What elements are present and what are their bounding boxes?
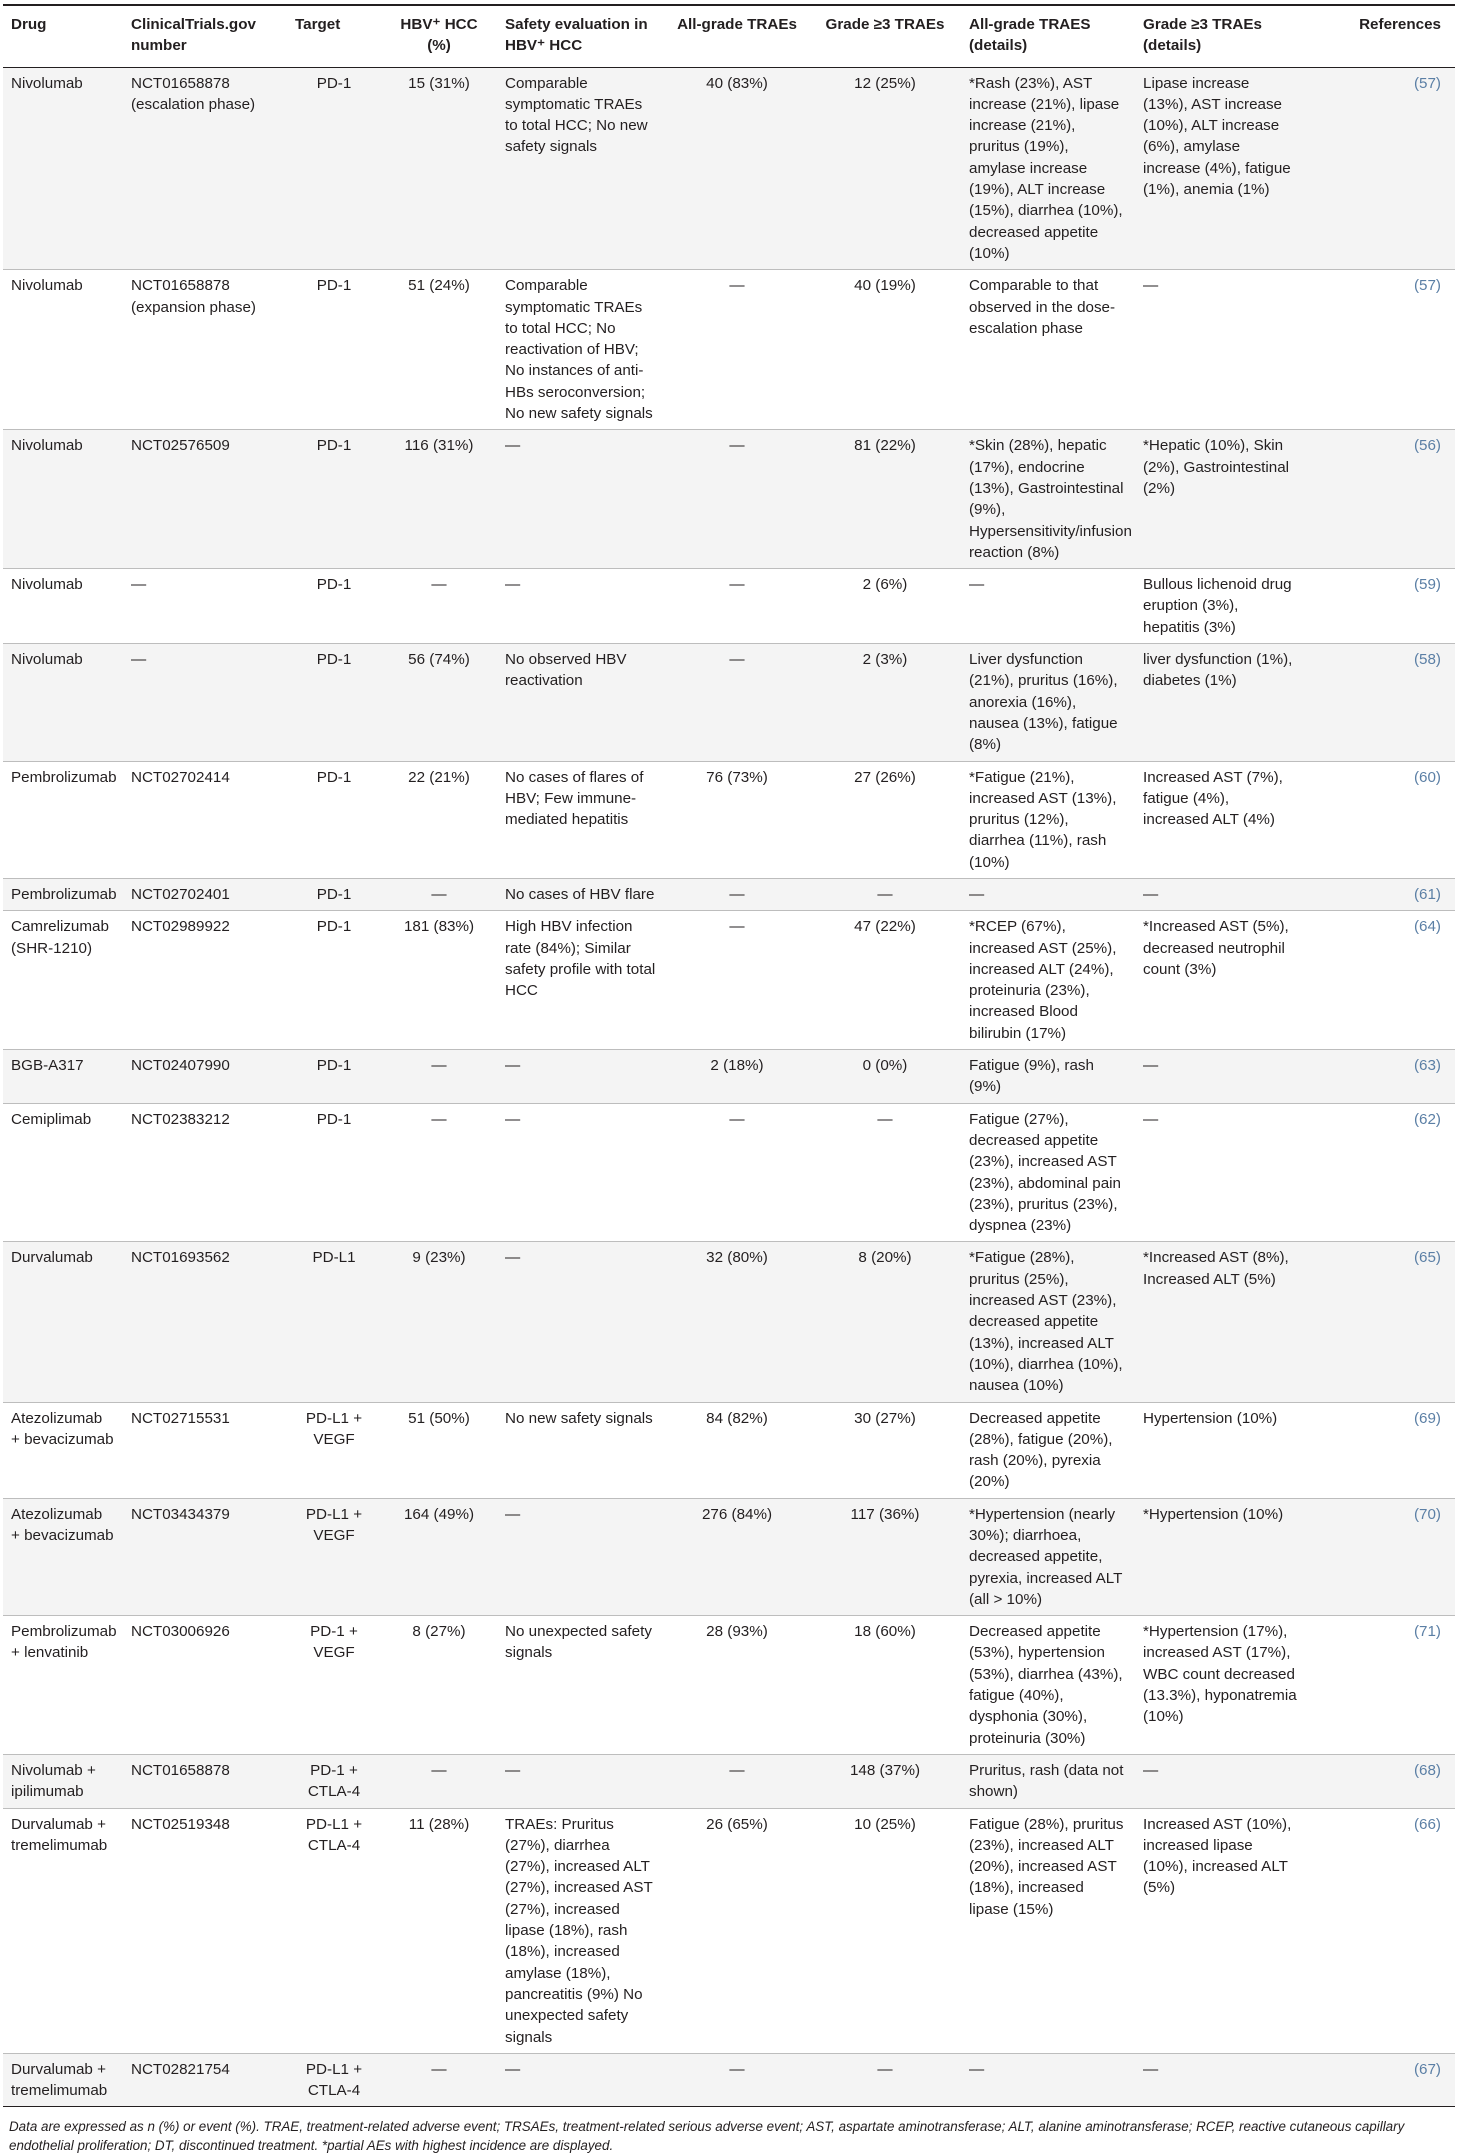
cell-trial-number: NCT02383212 <box>123 1103 287 1242</box>
cell-grade3-details: Increased AST (7%), fatigue (4%), increased ALT (4%) <box>1135 761 1305 878</box>
cell-reference[interactable]: (62) <box>1305 1103 1455 1242</box>
cell-trial-number: NCT01693562 <box>123 1242 287 1402</box>
cell-hbv-hcc: — <box>381 1754 497 1808</box>
cell-all-grade-traes: — <box>665 1754 809 1808</box>
cell-all-grade-details: *Fatigue (28%), pruritus (25%), increased AST (23%), decreased appetite (13%), increased ALT (10%), diarrhea (10%), nausea (10%) <box>961 1242 1135 1402</box>
cell-hbv-hcc: — <box>381 2053 497 2107</box>
header-target: Target <box>287 5 381 67</box>
cell-all-grade-traes: 40 (83%) <box>665 67 809 270</box>
cell-drug: Pembrolizumab <box>3 878 123 910</box>
cell-grade3-details: — <box>1135 1103 1305 1242</box>
cell-safety-evaluation: Comparable symptomatic TRAEs to total HCC; No new safety signals <box>497 67 665 270</box>
header-grade3-details: Grade ≥3 TRAEs (details) <box>1135 5 1305 67</box>
cell-target: PD-L1 + VEGF <box>287 1498 381 1615</box>
cell-reference[interactable]: (59) <box>1305 569 1455 644</box>
cell-grade3-details: *Hypertension (17%), increased AST (17%), WBC count decreased (13.3%), hyponatremia (10%) <box>1135 1616 1305 1755</box>
cell-grade3-traes: 47 (22%) <box>809 911 961 1050</box>
cell-grade3-traes: — <box>809 878 961 910</box>
cell-grade3-traes: 117 (36%) <box>809 1498 961 1615</box>
cell-grade3-details: *Hypertension (10%) <box>1135 1498 1305 1615</box>
cell-hbv-hcc: 22 (21%) <box>381 761 497 878</box>
header-drug: Drug <box>3 5 123 67</box>
cell-grade3-traes: 148 (37%) <box>809 1754 961 1808</box>
cell-all-grade-details: Comparable to that observed in the dose-escalation phase <box>961 270 1135 430</box>
cell-all-grade-traes: — <box>665 430 809 569</box>
cell-reference[interactable]: (57) <box>1305 67 1455 270</box>
cell-grade3-traes: 18 (60%) <box>809 1616 961 1755</box>
cell-grade3-details: Lipase increase (13%), AST increase (10%), ALT increase (6%), amylase increase (4%), fatigue (1%), anemia (1%) <box>1135 67 1305 270</box>
cell-trial-number: NCT03434379 <box>123 1498 287 1615</box>
table-row <box>3 911 1455 1050</box>
cell-target: PD-L1 <box>287 1242 381 1402</box>
cell-hbv-hcc: 116 (31%) <box>381 430 497 569</box>
cell-drug: BGB-A317 <box>3 1050 123 1104</box>
cell-trial-number: NCT02576509 <box>123 430 287 569</box>
cell-grade3-details: *Hepatic (10%), Skin (2%), Gastrointestinal (2%) <box>1135 430 1305 569</box>
table-row <box>3 1808 1455 2053</box>
cell-all-grade-details: Decreased appetite (53%), hypertension (53%), diarrhea (43%), fatigue (40%), dysphonia (30%), proteinuria (30%) <box>961 1616 1135 1755</box>
cell-all-grade-traes: 26 (65%) <box>665 1808 809 2053</box>
cell-trial-number: NCT02821754 <box>123 2053 287 2107</box>
cell-drug: Durvalumab <box>3 1242 123 1402</box>
table-row <box>3 644 1455 761</box>
cell-all-grade-traes: 2 (18%) <box>665 1050 809 1104</box>
cell-hbv-hcc: 51 (50%) <box>381 1402 497 1498</box>
cell-grade3-details: — <box>1135 1050 1305 1104</box>
cell-trial-number: — <box>123 569 287 644</box>
header-hbv-hcc: HBV⁺ HCC (%) <box>381 5 497 67</box>
cell-grade3-details: *Increased AST (8%), Increased ALT (5%) <box>1135 1242 1305 1402</box>
cell-hbv-hcc: — <box>381 1103 497 1242</box>
table-row <box>3 1498 1455 1615</box>
cell-all-grade-details: — <box>961 878 1135 910</box>
cell-safety-evaluation: — <box>497 1242 665 1402</box>
cell-all-grade-details: — <box>961 2053 1135 2107</box>
cell-reference[interactable]: (67) <box>1305 2053 1455 2107</box>
table-row <box>3 569 1455 644</box>
cell-target: PD-L1 + VEGF <box>287 1402 381 1498</box>
cell-hbv-hcc: 181 (83%) <box>381 911 497 1050</box>
cell-target: PD-1 <box>287 1103 381 1242</box>
cell-safety-evaluation: — <box>497 1754 665 1808</box>
cell-reference[interactable]: (70) <box>1305 1498 1455 1615</box>
cell-grade3-details: Increased AST (10%), increased lipase (10%), increased ALT (5%) <box>1135 1808 1305 2053</box>
cell-safety-evaluation: — <box>497 430 665 569</box>
cell-reference[interactable]: (63) <box>1305 1050 1455 1104</box>
cell-grade3-details: — <box>1135 2053 1305 2107</box>
cell-drug: Camrelizumab (SHR-1210) <box>3 911 123 1050</box>
header-trial-number: ClinicalTrials.gov number <box>123 5 287 67</box>
cell-all-grade-traes: — <box>665 911 809 1050</box>
cell-hbv-hcc: 11 (28%) <box>381 1808 497 2053</box>
header-safety-evaluation: Safety evaluation in HBV⁺ HCC <box>497 5 665 67</box>
cell-reference[interactable]: (68) <box>1305 1754 1455 1808</box>
cell-target: PD-1 <box>287 911 381 1050</box>
cell-grade3-details: — <box>1135 270 1305 430</box>
table-row <box>3 67 1455 270</box>
cell-all-grade-traes: 84 (82%) <box>665 1402 809 1498</box>
cell-safety-evaluation: Comparable symptomatic TRAEs to total HCC; No reactivation of HBV; No instances of anti-HBs seroconversion; No new safety signals <box>497 270 665 430</box>
cell-grade3-traes: 30 (27%) <box>809 1402 961 1498</box>
cell-grade3-traes: 0 (0%) <box>809 1050 961 1104</box>
table-row <box>3 1402 1455 1498</box>
table-row <box>3 878 1455 910</box>
cell-hbv-hcc: 56 (74%) <box>381 644 497 761</box>
cell-reference[interactable]: (58) <box>1305 644 1455 761</box>
cell-target: PD-1 + VEGF <box>287 1616 381 1755</box>
cell-all-grade-details: Liver dysfunction (21%), pruritus (16%), anorexia (16%), nausea (13%), fatigue (8%) <box>961 644 1135 761</box>
cell-trial-number: NCT02407990 <box>123 1050 287 1104</box>
header-all-grade-traes: All-grade TRAEs <box>665 5 809 67</box>
cell-safety-evaluation: No observed HBV reactivation <box>497 644 665 761</box>
cell-target: PD-1 <box>287 569 381 644</box>
cell-safety-evaluation: — <box>497 1498 665 1615</box>
cell-all-grade-traes: 76 (73%) <box>665 761 809 878</box>
safety-table <box>3 4 1455 2107</box>
header-grade3-traes: Grade ≥3 TRAEs <box>809 5 961 67</box>
cell-trial-number: NCT02989922 <box>123 911 287 1050</box>
cell-reference[interactable]: (71) <box>1305 1616 1455 1755</box>
cell-all-grade-traes: — <box>665 644 809 761</box>
cell-trial-number: — <box>123 644 287 761</box>
table-row <box>3 1242 1455 1402</box>
cell-target: PD-L1 + CTLA-4 <box>287 1808 381 2053</box>
cell-grade3-traes: 2 (3%) <box>809 644 961 761</box>
cell-grade3-details: Hypertension (10%) <box>1135 1402 1305 1498</box>
cell-grade3-details: — <box>1135 1754 1305 1808</box>
cell-reference[interactable]: (57) <box>1305 270 1455 430</box>
cell-all-grade-traes: — <box>665 1103 809 1242</box>
cell-hbv-hcc: 51 (24%) <box>381 270 497 430</box>
table-row <box>3 2053 1455 2107</box>
cell-all-grade-details: *RCEP (67%), increased AST (25%), increased ALT (24%), proteinuria (23%), increased Blood bilirubin (17%) <box>961 911 1135 1050</box>
header-all-grade-details: All-grade TRAES (details) <box>961 5 1135 67</box>
cell-all-grade-traes: 276 (84%) <box>665 1498 809 1615</box>
table-row <box>3 430 1455 569</box>
cell-hbv-hcc: 15 (31%) <box>381 67 497 270</box>
cell-grade3-traes: 12 (25%) <box>809 67 961 270</box>
cell-all-grade-details: *Fatigue (21%), increased AST (13%), pruritus (12%), diarrhea (11%), rash (10%) <box>961 761 1135 878</box>
cell-grade3-traes: 40 (19%) <box>809 270 961 430</box>
cell-grade3-details: liver dysfunction (1%), diabetes (1%) <box>1135 644 1305 761</box>
cell-grade3-traes: 2 (6%) <box>809 569 961 644</box>
cell-target: PD-1 <box>287 761 381 878</box>
cell-reference[interactable]: (60) <box>1305 761 1455 878</box>
cell-drug: Nivolumab <box>3 430 123 569</box>
cell-trial-number: NCT01658878 (escalation phase) <box>123 67 287 270</box>
cell-all-grade-traes: — <box>665 569 809 644</box>
table-header <box>3 5 1455 67</box>
cell-drug: Nivolumab <box>3 270 123 430</box>
cell-drug: Nivolumab <box>3 644 123 761</box>
cell-trial-number: NCT03006926 <box>123 1616 287 1755</box>
cell-trial-number: NCT02519348 <box>123 1808 287 2053</box>
cell-drug: Durvalumab + tremelimumab <box>3 2053 123 2107</box>
cell-drug: Atezolizumab + bevacizumab <box>3 1498 123 1615</box>
cell-all-grade-details: Fatigue (28%), pruritus (23%), increased ALT (20%), increased AST (18%), increased lipase (15%) <box>961 1808 1135 2053</box>
cell-all-grade-details: — <box>961 569 1135 644</box>
cell-all-grade-traes: 28 (93%) <box>665 1616 809 1755</box>
cell-grade3-details: Bullous lichenoid drug eruption (3%), hepatitis (3%) <box>1135 569 1305 644</box>
cell-grade3-traes: 27 (26%) <box>809 761 961 878</box>
cell-reference[interactable]: (65) <box>1305 1242 1455 1402</box>
cell-target: PD-L1 + CTLA-4 <box>287 2053 381 2107</box>
cell-reference[interactable]: (69) <box>1305 1402 1455 1498</box>
cell-hbv-hcc: — <box>381 1050 497 1104</box>
table-row <box>3 1050 1455 1104</box>
cell-all-grade-details: Pruritus, rash (data not shown) <box>961 1754 1135 1808</box>
cell-hbv-hcc: 8 (27%) <box>381 1616 497 1755</box>
cell-hbv-hcc: — <box>381 569 497 644</box>
cell-hbv-hcc: 164 (49%) <box>381 1498 497 1615</box>
cell-grade3-details: — <box>1135 878 1305 910</box>
cell-trial-number: NCT02702401 <box>123 878 287 910</box>
cell-grade3-traes: — <box>809 1103 961 1242</box>
cell-all-grade-details: *Skin (28%), hepatic (17%), endocrine (13%), Gastrointestinal (9%), Hypersensitivity/infusion reaction (8%) <box>961 430 1135 569</box>
cell-target: PD-1 <box>287 67 381 270</box>
table-row <box>3 270 1455 430</box>
cell-drug: Pembrolizumab <box>3 761 123 878</box>
cell-target: PD-1 <box>287 878 381 910</box>
cell-grade3-traes: — <box>809 2053 961 2107</box>
cell-safety-evaluation: — <box>497 2053 665 2107</box>
table-row <box>3 1616 1455 1755</box>
cell-trial-number: NCT01658878 <box>123 1754 287 1808</box>
cell-safety-evaluation: High HBV infection rate (84%); Similar safety profile with total HCC <box>497 911 665 1050</box>
cell-all-grade-traes: — <box>665 878 809 910</box>
cell-safety-evaluation: — <box>497 1050 665 1104</box>
cell-drug: Atezolizumab + bevacizumab <box>3 1402 123 1498</box>
header-references: References <box>1305 5 1455 67</box>
cell-grade3-traes: 8 (20%) <box>809 1242 961 1402</box>
cell-target: PD-1 <box>287 430 381 569</box>
cell-safety-evaluation: No cases of HBV flare <box>497 878 665 910</box>
header-row <box>3 5 1455 67</box>
cell-all-grade-details: *Hypertension (nearly 30%); diarrhoea, decreased appetite, pyrexia, increased ALT (all > 10%) <box>961 1498 1135 1615</box>
cell-reference[interactable]: (66) <box>1305 1808 1455 2053</box>
cell-grade3-details: *Increased AST (5%), decreased neutrophil count (3%) <box>1135 911 1305 1050</box>
cell-all-grade-details: Decreased appetite (28%), fatigue (20%), rash (20%), pyrexia (20%) <box>961 1402 1135 1498</box>
table-footnote: Data are expressed as n (%) or event (%). TRAE, treatment-related adverse event; TRSAEs, treatment-related serious adverse event; AST, aspartate aminotransferase; ALT, alanine aminotransferase; RCEP, reactive cutaneous capillary endothelial proliferation; DT, discontinued treatment. *partial AEs with highest incidence are displayed. <box>9 2119 1405 2154</box>
table-row <box>3 1103 1455 1242</box>
cell-drug: Nivolumab <box>3 569 123 644</box>
cell-all-grade-traes: 32 (80%) <box>665 1242 809 1402</box>
cell-safety-evaluation: TRAEs: Pruritus (27%), diarrhea (27%), increased ALT (27%), increased AST (27%), increased lipase (18%), rash (18%), increased amylase (18%), pancreatitis (9%) No unexpected safety signals <box>497 1808 665 2053</box>
cell-target: PD-1 <box>287 270 381 430</box>
cell-drug: Nivolumab <box>3 67 123 270</box>
cell-trial-number: NCT02702414 <box>123 761 287 878</box>
table-body <box>3 67 1455 2107</box>
cell-hbv-hcc: 9 (23%) <box>381 1242 497 1402</box>
cell-hbv-hcc: — <box>381 878 497 910</box>
cell-safety-evaluation: No unexpected safety signals <box>497 1616 665 1755</box>
cell-target: PD-1 + CTLA-4 <box>287 1754 381 1808</box>
cell-drug: Cemiplimab <box>3 1103 123 1242</box>
table-row <box>3 1754 1455 1808</box>
cell-target: PD-1 <box>287 1050 381 1104</box>
table-row <box>3 761 1455 878</box>
cell-drug: Nivolumab + ipilimumab <box>3 1754 123 1808</box>
cell-trial-number: NCT02715531 <box>123 1402 287 1498</box>
cell-reference[interactable]: (56) <box>1305 430 1455 569</box>
cell-safety-evaluation: No new safety signals <box>497 1402 665 1498</box>
cell-safety-evaluation: No cases of flares of HBV; Few immune-mediated hepatitis <box>497 761 665 878</box>
cell-all-grade-details: Fatigue (27%), decreased appetite (23%), increased AST (23%), abdominal pain (23%), pruritus (23%), dyspnea (23%) <box>961 1103 1135 1242</box>
cell-all-grade-traes: — <box>665 2053 809 2107</box>
cell-drug: Pembrolizumab + lenvatinib <box>3 1616 123 1755</box>
cell-target: PD-1 <box>287 644 381 761</box>
cell-trial-number: NCT01658878 (expansion phase) <box>123 270 287 430</box>
cell-reference[interactable]: (64) <box>1305 911 1455 1050</box>
cell-grade3-traes: 10 (25%) <box>809 1808 961 2053</box>
cell-all-grade-traes: — <box>665 270 809 430</box>
cell-grade3-traes: 81 (22%) <box>809 430 961 569</box>
cell-all-grade-details: Fatigue (9%), rash (9%) <box>961 1050 1135 1104</box>
cell-drug: Durvalumab + tremelimumab <box>3 1808 123 2053</box>
cell-all-grade-details: *Rash (23%), AST increase (21%), lipase increase (21%), pruritus (19%), amylase increase (19%), ALT increase (15%), diarrhea (10%), decreased appetite (10%) <box>961 67 1135 270</box>
cell-safety-evaluation: — <box>497 569 665 644</box>
cell-safety-evaluation: — <box>497 1103 665 1242</box>
cell-reference[interactable]: (61) <box>1305 878 1455 910</box>
